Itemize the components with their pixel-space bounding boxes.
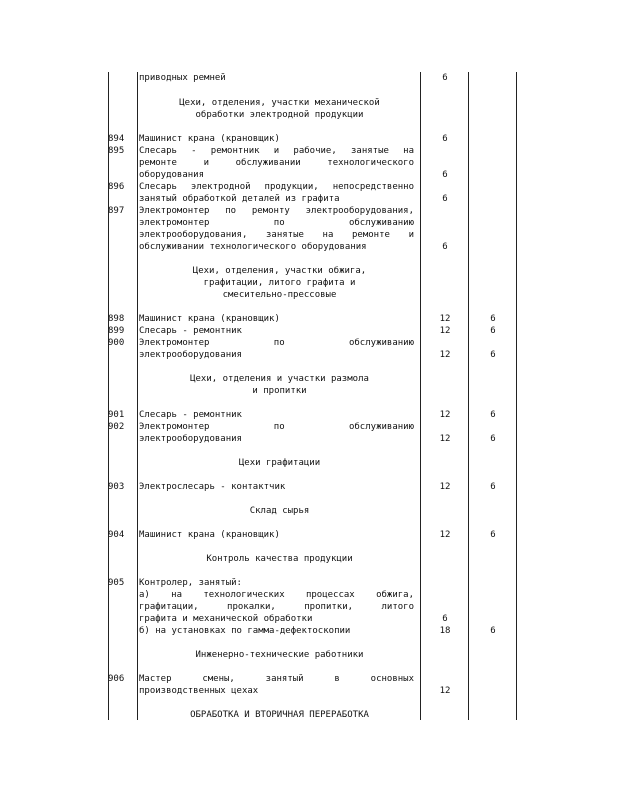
row-value-2: 6 [490, 410, 496, 420]
table-row [0, 205, 634, 217]
row-number: 904 [108, 530, 125, 540]
row-value-1: 6 [442, 242, 448, 252]
row-value-2: 6 [490, 530, 496, 540]
table-row [0, 421, 634, 433]
row-number: 898 [108, 314, 125, 324]
section-heading: ОБРАБОТКА И ВТОРИЧНАЯ ПЕРЕРАБОТКА [190, 710, 369, 720]
table-row [0, 433, 634, 445]
row-text: электрооборудования [139, 350, 242, 360]
row-text: электрооборудования [139, 434, 242, 444]
row-number: 897 [108, 206, 125, 216]
row-value-1: 6 [442, 170, 448, 180]
row-number: 901 [108, 410, 125, 420]
row-text: Электромонтер по обслуживанию [139, 338, 414, 348]
row-text: б) на установках по гамма-дефектоскопии [139, 626, 351, 636]
section-heading: Цехи, отделения, участки обжига, [192, 266, 367, 276]
row-number: 895 [108, 146, 125, 156]
row-text: Машинист крана (крановщик) [139, 530, 280, 540]
row-text: ремонте и обслуживании технологического [139, 158, 414, 168]
table-row [0, 229, 634, 241]
table-row [0, 217, 634, 229]
row-value-1: 12 [439, 410, 451, 420]
row-value-1: 12 [439, 530, 451, 540]
row-value-1: 6 [442, 73, 448, 83]
row-value-1: 18 [439, 626, 451, 636]
table-row [0, 313, 634, 325]
row-value-2: 6 [490, 434, 496, 444]
table-row [0, 601, 634, 613]
row-value-1: 6 [442, 614, 448, 624]
table-row [0, 409, 634, 421]
section-heading: Склад сырья [249, 506, 310, 516]
row-number: 902 [108, 422, 125, 432]
table-row [0, 337, 634, 349]
table-row [0, 685, 634, 697]
row-text: Электрослесарь - контактчик [139, 482, 286, 492]
row-value-1: 12 [439, 326, 451, 336]
row-text: приводных ремней [139, 73, 226, 83]
section-heading: Цехи, отделения и участки размола [190, 374, 369, 384]
table-row [0, 325, 634, 337]
row-value-2: 6 [490, 482, 496, 492]
row-value-1: 12 [439, 686, 451, 696]
table-row [0, 241, 634, 253]
section-heading: смесительно-прессовые [222, 290, 337, 300]
row-number: 905 [108, 578, 125, 588]
row-value-2: 6 [490, 314, 496, 324]
section-heading: Цехи, отделения, участки механической [179, 98, 380, 108]
row-number: 896 [108, 182, 125, 192]
row-text: Слесарь - ремонтник [139, 326, 242, 336]
section-heading: и пропитки [252, 386, 307, 396]
row-text: Электромонтер по обслуживанию [139, 422, 414, 432]
row-text: Мастер смены, занятый в основных [139, 674, 414, 684]
section-heading: Контроль качества продукции [206, 554, 353, 564]
row-text: Электромонтер по ремонту электрооборудования, [139, 206, 414, 216]
table-row [0, 145, 634, 157]
row-number: 900 [108, 338, 125, 348]
row-value-1: 6 [442, 134, 448, 144]
table-row [0, 529, 634, 541]
row-text: а) на технологических процессах обжига, [139, 590, 414, 600]
row-text: Слесарь электродной продукции, непосредственно [139, 182, 414, 192]
table-row [0, 349, 634, 361]
row-text: оборудования [139, 170, 205, 180]
row-value-2: 6 [490, 626, 496, 636]
table-row [0, 72, 634, 84]
row-text: обслуживании технологического оборудования [139, 242, 367, 252]
table-row [0, 625, 634, 637]
row-text: Машинист крана (крановщик) [139, 134, 280, 144]
row-value-1: 12 [439, 434, 451, 444]
table-row [0, 169, 634, 181]
row-value-2: 6 [490, 350, 496, 360]
section-heading: графитации, литого графита и [203, 278, 356, 288]
table-row [0, 193, 634, 205]
table-row [0, 589, 634, 601]
row-value-1: 6 [442, 194, 448, 204]
row-text: Контролер, занятый: [139, 578, 242, 588]
row-value-2: 6 [490, 326, 496, 336]
row-text: Слесарь - ремонтник [139, 410, 242, 420]
table-row [0, 577, 634, 589]
section-heading: Цехи графитации [238, 458, 321, 468]
row-number: 906 [108, 674, 125, 684]
section-heading: обработки электродной продукции [195, 110, 364, 120]
table-row [0, 133, 634, 145]
table-row [0, 181, 634, 193]
table-row [0, 481, 634, 493]
row-number: 899 [108, 326, 125, 336]
row-text: электрооборудования, занятые на ремонте и [139, 230, 414, 240]
row-value-1: 12 [439, 482, 451, 492]
row-text: занятый обработкой деталей из графита [139, 194, 340, 204]
row-text: Машинист крана (крановщик) [139, 314, 280, 324]
table-row [0, 613, 634, 625]
table-row [0, 673, 634, 685]
table-row [0, 157, 634, 169]
row-number: 903 [108, 482, 125, 492]
row-text: графитации, прокалки, пропитки, литого [139, 602, 414, 612]
row-value-1: 12 [439, 350, 451, 360]
row-text: Слесарь - ремонтник и рабочие, занятые на [139, 146, 414, 156]
row-text: производственных цехах [139, 686, 259, 696]
row-text: графита и механической обработки [139, 614, 313, 624]
section-heading: Инженерно-технические работники [195, 650, 364, 660]
row-text: электромонтер по обслуживанию [139, 218, 414, 228]
row-value-1: 12 [439, 314, 451, 324]
row-number: 894 [108, 134, 125, 144]
